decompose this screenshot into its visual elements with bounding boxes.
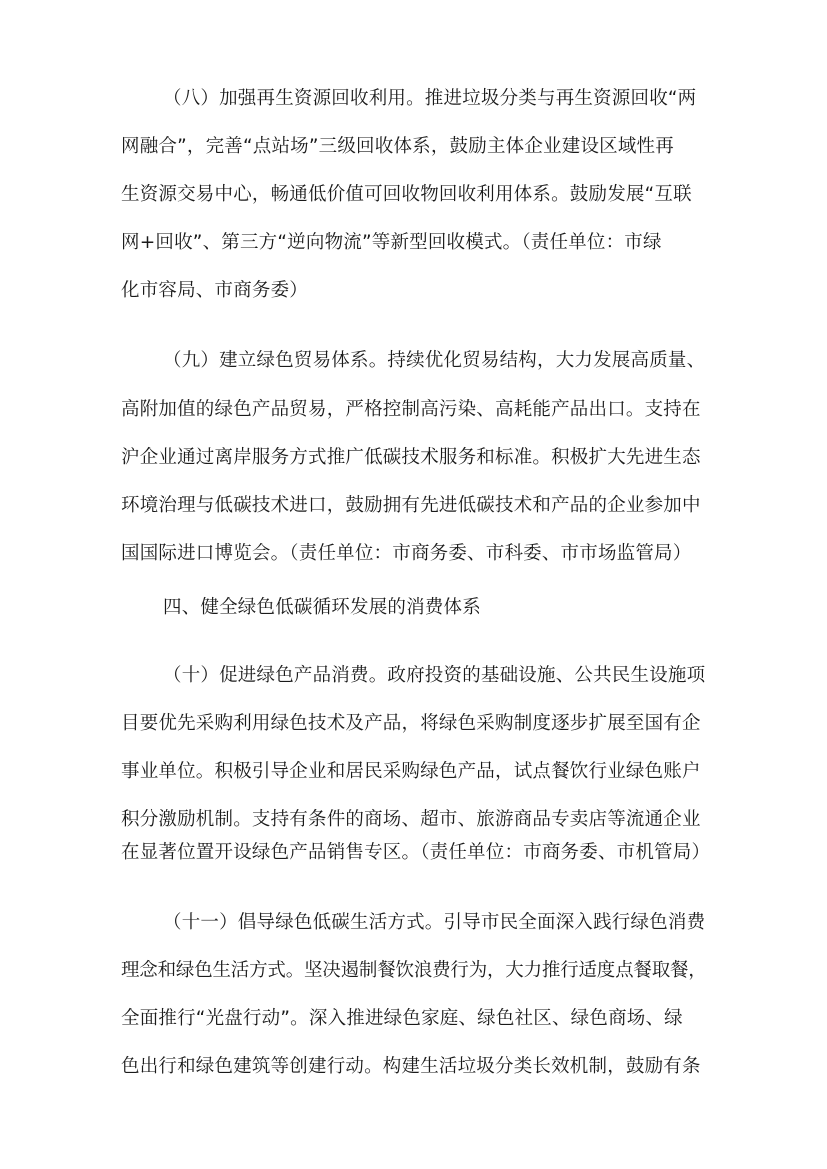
paragraph-9-line: 环境治理与低碳技术进口，鼓励拥有先进低碳技术和产品的企业参加中 <box>121 495 701 516</box>
paragraph-11-line: 色出行和绿色建筑等创建行动。构建生活垃圾分类长效机制，鼓励有条 <box>121 1056 701 1077</box>
paragraph-8-line: 生资源交易中心，畅通低价值可回收物回收利用体系。鼓励发展“互联 <box>121 184 692 205</box>
paragraph-10-line: 目要优先采购利用绿色技术及产品，将绿色采购制度逐步扩展至国有企 <box>121 713 701 734</box>
section-heading: 四、健全绿色低碳循环发展的消费体系 <box>163 597 481 618</box>
paragraph-8-line: 网融合”，完善“点站场”三级回收体系，鼓励主体企业建设区域性再 <box>121 136 674 157</box>
paragraph-8-line: 网+回收”、第三方“逆向物流”等新型回收模式。（责任单位：市绿 <box>121 232 662 253</box>
paragraph-9-line: （九）建立绿色贸易体系。持续优化贸易结构，大力发展高质量、 <box>163 350 706 371</box>
paragraph-11-line: 全面推行“光盘行动”。深入推进绿色家庭、绿色社区、绿色商场、绿 <box>121 1008 683 1029</box>
paragraph-10-line: 积分激励机制。支持有条件的商场、超市、旅游商品专卖店等流通企业 <box>121 809 701 830</box>
paragraph-9-line: 沪企业通过离岸服务方式推广低碳技术服务和标准。积极扩大先进生态 <box>121 447 701 468</box>
paragraph-8-line: 化市容局、市商务委） <box>121 280 309 301</box>
paragraph-11-line: （十一）倡导绿色低碳生活方式。引导市民全面深入践行绿色消费 <box>163 912 706 933</box>
paragraph-11-line: 理念和绿色生活方式。坚决遏制餐饮浪费行为，大力推行适度点餐取餐， <box>121 960 707 981</box>
paragraph-9-line: 高附加值的绿色产品贸易，严格控制高污染、高耗能产品出口。支持在 <box>121 399 701 420</box>
paragraph-10-line: （十）促进绿色产品消费。政府投资的基础设施、公共民生设施项 <box>163 665 706 686</box>
paragraph-8-line: （八）加强再生资源回收利用。推进垃圾分类与再生资源回收“两 <box>163 88 697 109</box>
paragraph-9-line: 国国际进口博览会。（责任单位：市商务委、市科委、市市场监管局） <box>121 543 692 564</box>
paragraph-10-line: 在显著位置开设绿色产品销售专区。（责任单位：市商务委、市机管局） <box>121 842 711 863</box>
paragraph-10-line: 事业单位。积极引导企业和居民采购绿色产品，试点餐饮行业绿色账户 <box>121 761 701 782</box>
